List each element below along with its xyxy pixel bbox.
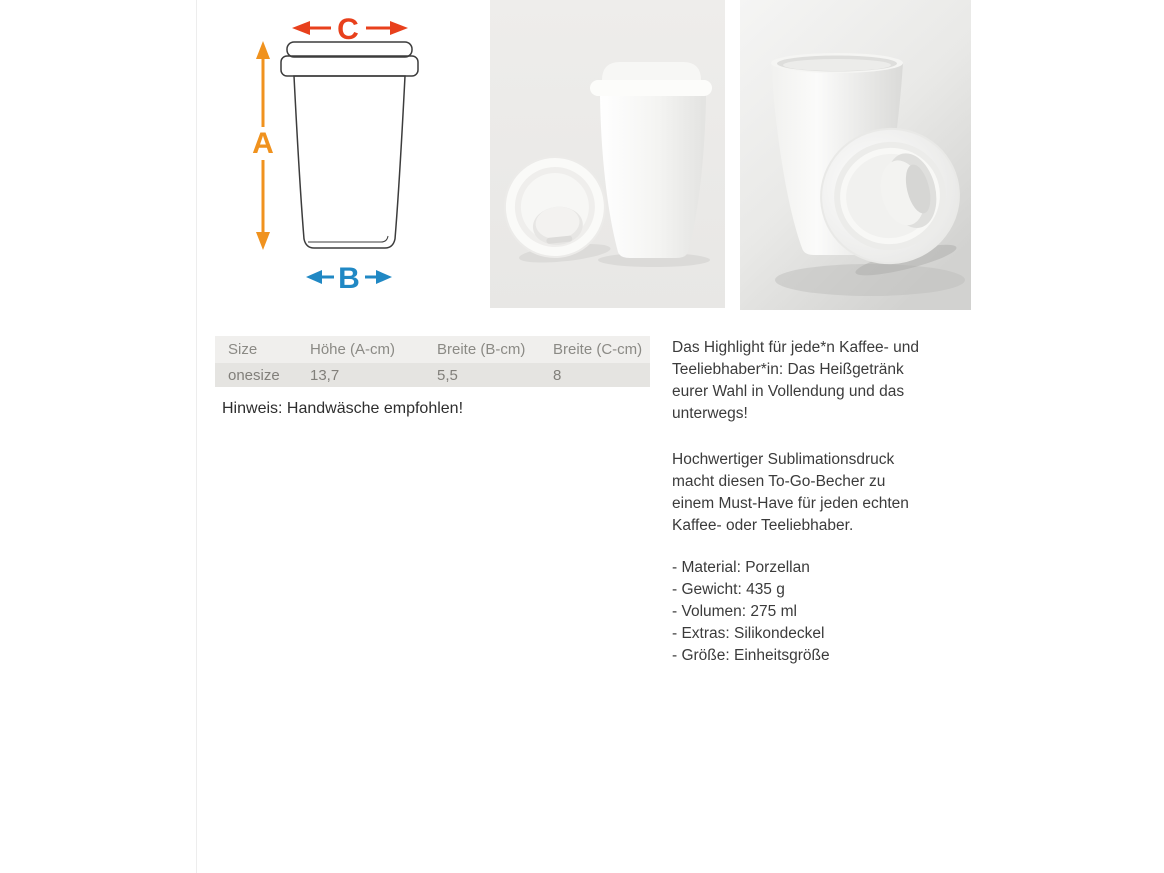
size-cell-hoehe-a: 13,7 — [310, 366, 340, 384]
dimension-diagram-svg — [230, 0, 480, 300]
dimension-label-b: B — [338, 262, 360, 295]
description-line: einem Must-Have für jeden echten — [672, 495, 909, 512]
spec-list — [672, 557, 982, 667]
description-line: macht diesen To-Go-Becher zu — [672, 473, 886, 490]
arrow-c — [292, 13, 408, 46]
description-paragraph-2 — [672, 449, 982, 537]
size-table-header-hoehe-a: Höhe (A-cm) — [310, 341, 396, 358]
description-line: Teeliebhaber*in: Das Heißgetränk — [672, 361, 904, 378]
arrow-b-head-left — [306, 270, 322, 284]
arrow-c-head-left — [292, 21, 310, 35]
description-paragraph-1 — [672, 337, 982, 425]
description-line: unterwegs! — [672, 405, 748, 422]
size-table — [215, 336, 650, 387]
spec-item-volumen: - Volumen: 275 ml — [672, 603, 797, 620]
product-photo-1-illustration — [490, 0, 725, 308]
arrow-b-head-right — [376, 270, 392, 284]
product-photo-2-illustration — [740, 0, 971, 310]
cup-interior — [783, 59, 891, 71]
cup-lid-band-outline — [281, 56, 418, 76]
size-table-header-size: Size — [228, 341, 258, 358]
size-cell-breite-c: 8 — [553, 366, 562, 384]
content-left-divider — [196, 0, 197, 873]
cup-lid-knob — [602, 62, 701, 80]
cup-foot-line — [308, 236, 388, 242]
description-line: eurer Wahl in Vollendung und das — [672, 383, 905, 400]
arrow-c-head-right — [390, 21, 408, 35]
cup-outline-drawing — [281, 42, 418, 248]
spec-item-groesse: - Größe: Einheitsgröße — [672, 647, 830, 664]
spec-item-gewicht: - Gewicht: 435 g — [672, 581, 785, 598]
description-line: Kaffee- oder Teeliebhaber. — [672, 517, 854, 534]
size-table-data-row — [215, 363, 650, 387]
arrow-b — [306, 262, 392, 295]
description-line: Hochwertiger Sublimationsdruck — [672, 451, 895, 468]
care-note: Hinweis: Handwäsche empfohlen! — [222, 400, 464, 417]
description-line: Das Highlight für jede*n Kaffee- und — [672, 339, 920, 356]
size-cell-onesize: onesize — [228, 366, 280, 384]
arrow-a — [252, 41, 274, 250]
arrow-a-head-top — [256, 41, 270, 59]
cup-body — [600, 95, 706, 258]
dimension-label-c: C — [337, 13, 359, 46]
product-photo-cup-with-lid[interactable] — [490, 0, 725, 308]
size-cell-breite-b: 5,5 — [437, 366, 458, 384]
dimension-label-a: A — [252, 127, 274, 160]
size-table-header-row — [215, 336, 650, 363]
dimension-diagram — [230, 0, 480, 300]
cup-lid-band — [590, 80, 712, 96]
size-table-header-breite-b: Breite (B-cm) — [437, 341, 526, 358]
spec-item-extras: - Extras: Silikondeckel — [672, 625, 825, 642]
arrow-a-head-bottom — [256, 232, 270, 250]
spec-item-material: - Material: Porzellan — [672, 559, 810, 576]
size-table-header-breite-c: Breite (C-cm) — [553, 341, 643, 358]
product-photo-cup-with-lid-leaning[interactable] — [740, 0, 971, 310]
cup-body-outline — [294, 76, 405, 248]
